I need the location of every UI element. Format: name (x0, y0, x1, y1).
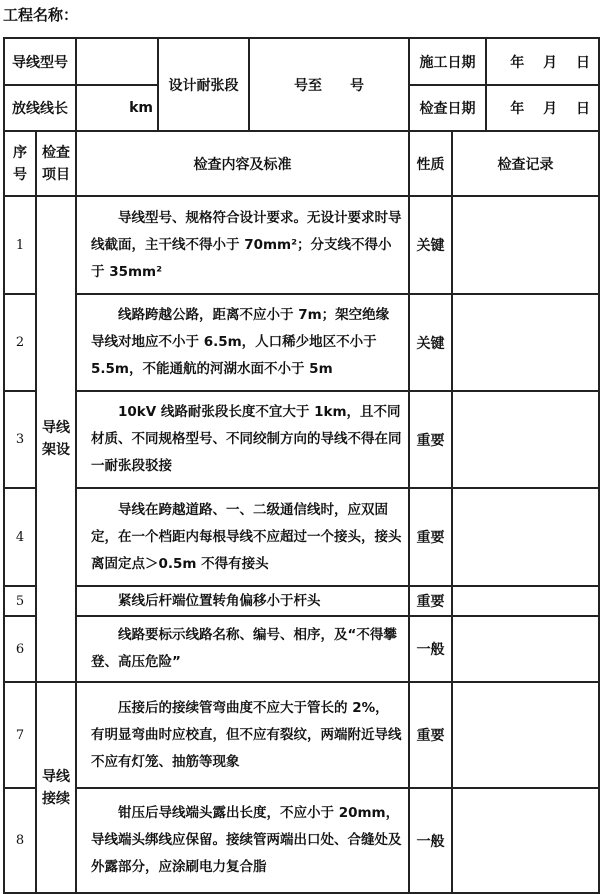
conductor-model-field[interactable] (76, 38, 158, 85)
column-header-record: 检查记录 (452, 131, 599, 196)
stringing-length-field[interactable] (76, 85, 158, 131)
table-row (4, 488, 599, 586)
row-content: 线路跨越公路，距离不应小于 7m；架空绝缘导线对地应不小于 6.5m，人口稀少地区不小于 5.5m，不能通航的河湖水面不小于 5m (76, 294, 409, 391)
row-nature: 关键 (409, 196, 452, 294)
row-seq: 2 (4, 294, 36, 391)
row-record[interactable] (452, 294, 599, 391)
table-row (4, 788, 599, 893)
row-record[interactable] (452, 196, 599, 294)
inspection-table (3, 37, 600, 894)
km-unit: km (129, 100, 153, 116)
stringing-length-label: 放线线长 (4, 85, 76, 131)
row-content: 导线型号、规格符合设计要求。无设计要求时导线截面，主干线不得小于 70mm²；分支线不得小于 35mm² (76, 196, 409, 294)
table-row (4, 391, 599, 488)
construction-date-label: 施工日期 (409, 38, 486, 85)
row-record[interactable] (452, 682, 599, 788)
row-content: 导线在跨越道路、一、二级通信线时，应双固定，在一个档距内每根导线不应超过一个接头，接头离固定点＞0.5m 不得有接头 (76, 488, 409, 586)
row-content: 紧线后杆端位置转角偏移小于杆头 (76, 586, 409, 616)
row-content: 钳压后导线端头露出长度，不应小于 20mm，导线端头绑线应保留。接续管两端出口处、合缝处及外露部分，应涂刷电力复合脂 (76, 788, 409, 893)
row-nature: 一般 (409, 788, 452, 893)
row-record[interactable] (452, 488, 599, 586)
row-nature: 关键 (409, 294, 452, 391)
project-name-label: 工程名称： (3, 6, 79, 24)
inspection-date-field[interactable]: 年 月 日 (486, 85, 599, 131)
row-record[interactable] (452, 616, 599, 682)
group-label: 导线架设 (36, 196, 76, 682)
column-header-nature: 性质 (409, 131, 452, 196)
conductor-model-label: 导线型号 (4, 38, 76, 85)
column-header-item: 检查项目 (36, 131, 76, 196)
row-nature: 重要 (409, 391, 452, 488)
column-header-seq: 序号 (4, 131, 36, 196)
row-nature: 一般 (409, 616, 452, 682)
row-record[interactable] (452, 586, 599, 616)
group-label: 导线接续 (36, 682, 76, 893)
tension-section-label: 设计耐张段 (158, 38, 249, 131)
row-record[interactable] (452, 788, 599, 893)
row-nature: 重要 (409, 586, 452, 616)
row-content: 10kV 线路耐张段长度不宜大于 1km，且不同材质、不同规格型号、不同绞制方向的导线不得在同一耐张段驳接 (76, 391, 409, 488)
row-seq: 6 (4, 616, 36, 682)
row-nature: 重要 (409, 488, 452, 586)
inspection-date-label: 检查日期 (409, 85, 486, 131)
table-row (4, 682, 599, 788)
table-row (4, 196, 599, 294)
row-seq: 4 (4, 488, 36, 586)
table-row (4, 616, 599, 682)
row-content: 线路要标示线路名称、编号、相序，及“不得攀登、高压危险” (76, 616, 409, 682)
table-row (4, 586, 599, 616)
construction-date-field[interactable]: 年 月 日 (486, 38, 599, 85)
row-record[interactable] (452, 391, 599, 488)
row-seq: 7 (4, 682, 36, 788)
row-seq: 8 (4, 788, 36, 893)
row-nature: 重要 (409, 682, 452, 788)
tension-section-field[interactable]: 号至 号 (249, 38, 409, 131)
row-content: 压接后的接续管弯曲度不应大于管长的 2%，有明显弯曲时应校直，但不应有裂纹，两端附近导线不应有灯笼、抽筋等现象 (76, 682, 409, 788)
row-seq: 1 (4, 196, 36, 294)
row-seq: 5 (4, 586, 36, 616)
table-row (4, 294, 599, 391)
column-header-content: 检查内容及标准 (76, 131, 409, 196)
row-seq: 3 (4, 391, 36, 488)
